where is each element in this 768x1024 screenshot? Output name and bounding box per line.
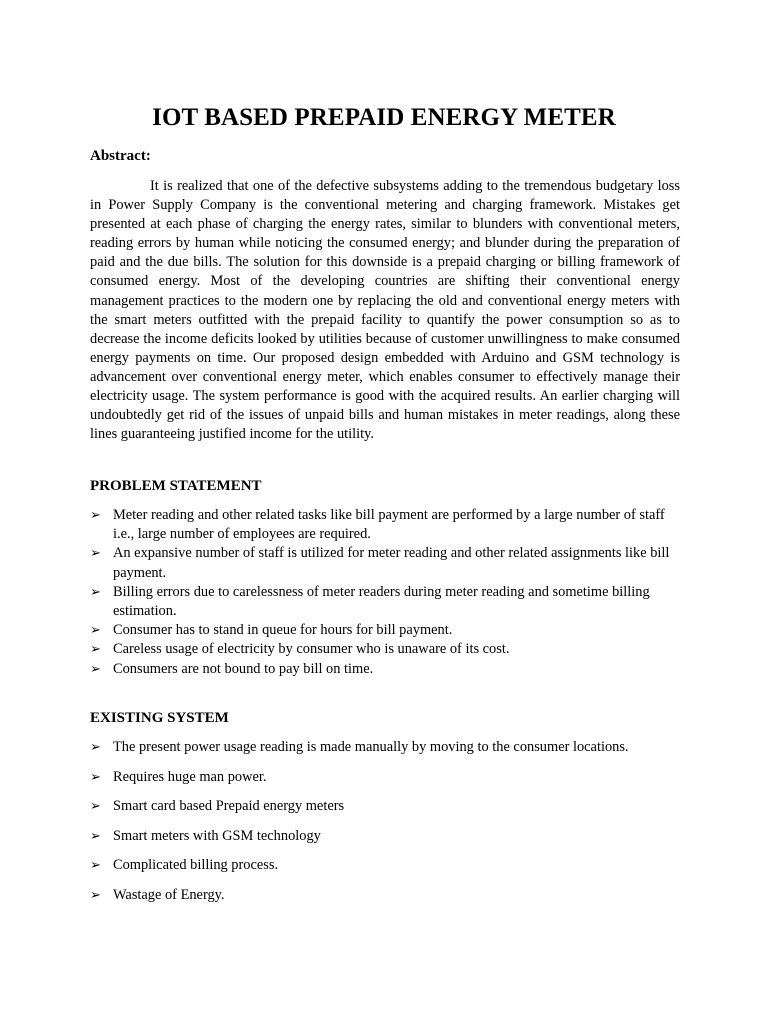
document-title: IOT BASED PREPAID ENERGY METER [152, 104, 616, 131]
existing-system-heading: EXISTING SYSTEM [90, 710, 229, 726]
list-item [90, 583, 680, 621]
list-item [90, 506, 680, 544]
list-item [90, 797, 680, 816]
list-item-text: Smart meters with GSM technology [113, 827, 321, 844]
list-item-text: The present power usage reading is made manually by moving to the consumer locations. [113, 739, 629, 755]
arrow-bullet-icon: ➢ [90, 799, 101, 814]
problem-statement-list [90, 506, 680, 679]
list-item-text: Meter reading and other related tasks like bill payment are performed by a large number of staff i.e., large number of employees are required. [113, 507, 665, 543]
arrow-bullet-icon: ➢ [90, 769, 101, 785]
list-item [90, 886, 680, 905]
list-item [90, 621, 680, 640]
list-item-text: Complicated billing process. [113, 857, 279, 873]
arrow-bullet-icon: ➢ [90, 584, 101, 600]
list-item [90, 660, 680, 679]
arrow-bullet-icon: ➢ [90, 661, 101, 677]
problem-statement-heading: PROBLEM STATEMENT [90, 478, 262, 494]
abstract-text: It is realized that one of the defective subsystems adding to the tremendous budgetary loss in Power Supply Company is the conventional metering and charging framework. Mistakes get presented at each phase of charging the energy rates, similar to blunders with conventional meters, reading errors by human while noticing the consumed energy; and blunder during the preparation of paid and the due bills. The solution for this downside is a prepaid charging or billing framework of consumed energy. Most of the developing countries are shifting their conventional energy management practices to the modern one by replacing the old and conventional energy meters with the smart meters outfitted with the prepaid facility to quantify the power consumption so as to decrease the income deficits looked by utilities because of customer unwillingness to make consumed energy payments on time. Our proposed design embedded with Arduino and GSM technology is advancement over conventional energy meter, which enables consumer to effectively manage their electricity usage. The system performance is good with the acquired results. An earlier charging will undoubtedly get rid of the issues of unpaid bills and human mistakes in meter readings, along these lines guaranteeing justified income for the utility. [90, 178, 680, 443]
list-item-text: Careless usage of electricity by consumer who is unaware of its cost. [113, 641, 510, 658]
arrow-bullet-icon: ➢ [90, 508, 101, 523]
list-item-text: Requires huge man power. [113, 768, 267, 785]
list-item [90, 768, 680, 787]
list-item-text: Wastage of Energy. [113, 886, 225, 903]
abstract-label: Abstract: [90, 148, 151, 164]
arrow-bullet-icon: ➢ [90, 546, 101, 562]
list-item [90, 544, 680, 582]
arrow-bullet-icon: ➢ [90, 623, 101, 639]
list-item-text: An expansive number of staff is utilized for meter reading and other related assignments like bill payment. [113, 545, 670, 581]
list-item [90, 738, 680, 757]
list-item-text: Smart card based Prepaid energy meters [113, 798, 345, 814]
existing-system-list [90, 738, 680, 915]
arrow-bullet-icon: ➢ [90, 887, 101, 903]
list-item [90, 827, 680, 846]
arrow-bullet-icon: ➢ [90, 740, 101, 755]
arrow-bullet-icon: ➢ [90, 828, 101, 844]
list-item-text: Consumers are not bound to pay bill on time. [113, 660, 374, 677]
list-item [90, 640, 680, 659]
list-item-text: Consumer has to stand in queue for hours for bill payment. [113, 622, 453, 639]
list-item [90, 856, 680, 875]
arrow-bullet-icon: ➢ [90, 642, 101, 658]
list-item-text: Billing errors due to carelessness of meter readers during meter reading and sometime billing estimation. [113, 583, 650, 620]
arrow-bullet-icon: ➢ [90, 858, 101, 873]
